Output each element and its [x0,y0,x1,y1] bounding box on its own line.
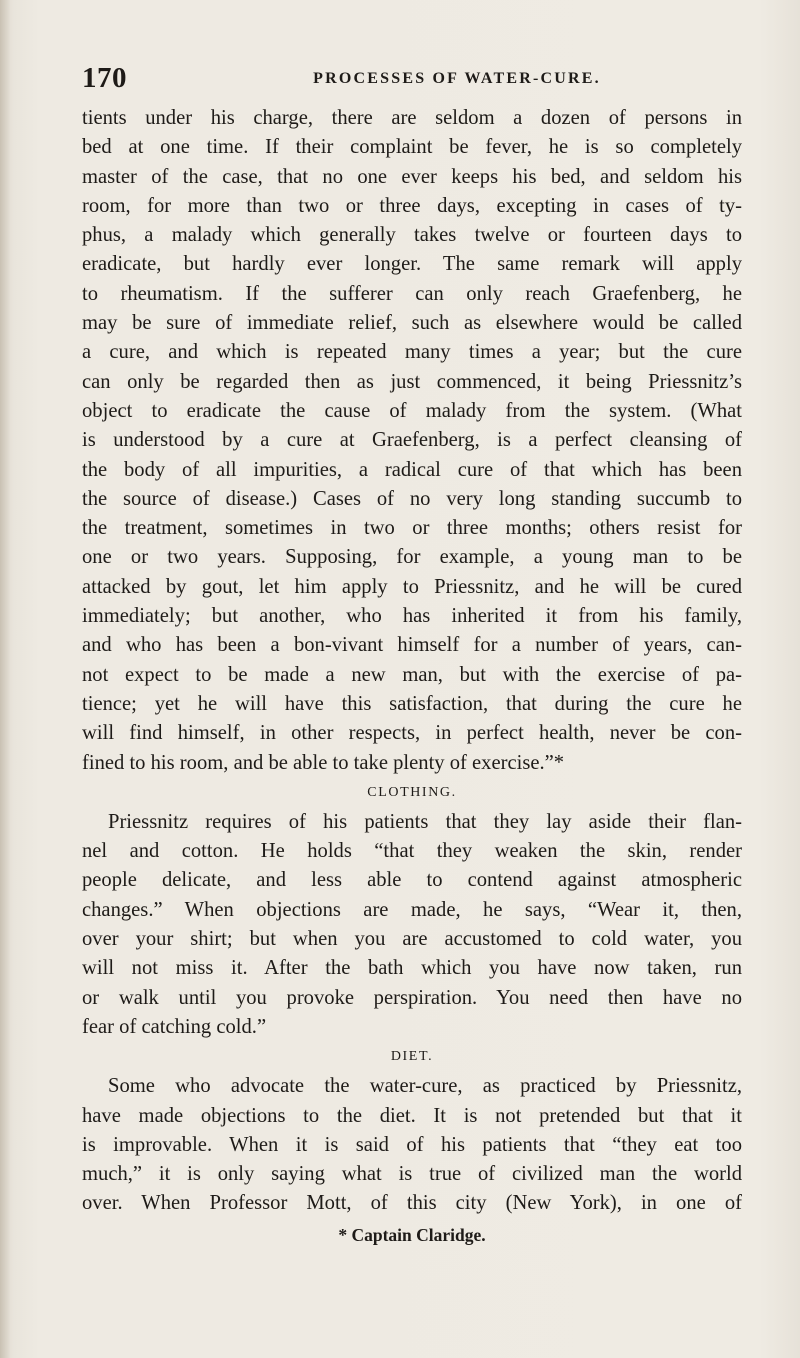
text-line: object to eradicate the cause of malady from the system. (What [82,399,742,422]
text-line: is improvable. When it is said of his patients that “they eat too [82,1133,742,1156]
text-line: will not miss it. After the bath which you have now taken, run [82,957,742,980]
text-line: attacked by gout, let him apply to Priessnitz, and he will be cured [82,575,742,598]
text-line: Priessnitz requires of his patients that they lay aside their flan- [108,810,742,833]
page-number: 170 [82,62,127,94]
text-line: over. When Professor Mott, of this city (New York), in one of [82,1192,742,1215]
section-diet [82,1048,742,1218]
section-heading-diet: DIET. [390,1049,434,1065]
text-line: and who has been a bon-vivant himself for a number of years, can- [82,634,742,657]
text-line: will find himself, in other respects, in perfect health, never be con- [82,722,742,745]
section-clothing [82,784,742,1042]
text-line: master of the case, that no one ever keeps his bed, and seldom his [82,165,742,188]
text-line: nel and cotton. He holds “that they weaken the skin, render [82,840,742,863]
text-line: not expect to be made a new man, but with the exercise of pa- [82,663,742,686]
text-line: changes.” When objections are made, he says, “Wear it, then, [82,898,742,921]
text-line: fined to his room, and be able to take plenty of exercise.”* [82,751,565,774]
paragraph-intro [82,104,742,778]
footnote: * Captain Claridge. [338,1224,486,1245]
text-line: much,” it is only saying what is true of civilized man the world [82,1163,742,1186]
text-line: Some who advocate the water-cure, as practiced by Priessnitz, [108,1075,742,1098]
section-heading-clothing: CLOTHING. [367,784,457,800]
text-line: may be sure of immediate relief, such as elsewhere would be called [82,312,742,335]
text-line: tients under his charge, there are seldom a dozen of persons in [82,107,742,129]
text-line: eradicate, but hardly ever longer. The same remark will apply [82,253,742,276]
page-body [82,104,742,1247]
text-line: or walk until you provoke perspiration. You need then have no [82,986,742,1009]
text-line: to rheumatism. If the sufferer can only reach Graefenberg, he [82,282,742,305]
text-line: the treatment, sometimes in two or three months; others resist for [82,517,742,540]
text-line: bed at one time. If their complaint be fever, he is so completely [82,136,742,159]
text-line: can only be regarded then as just commenced, it being Priessnitz’s [82,370,742,393]
running-title: PROCESSES OF WATER-CURE. [313,70,601,87]
text-line: room, for more than two or three days, excepting in cases of ty- [82,194,742,217]
text-line: phus, a malady which generally takes twelve or fourteen days to [82,224,742,247]
text-line: over your shirt; but when you are accustomed to cold water, you [82,928,742,951]
text-line: tience; yet he will have this satisfaction, that during the cure he [82,692,742,715]
text-line: fear of catching cold.” [82,1015,267,1038]
text-line: the body of all impurities, a radical cure of that which has been [82,458,742,481]
text-line: a cure, and which is repeated many times a year; but the cure [82,341,742,364]
page-header [82,62,732,92]
text-line: one or two years. Supposing, for example, a young man to be [82,546,742,569]
text-line: the source of disease.) Cases of no very long standing succumb to [82,487,742,510]
text-line: immediately; but another, who has inherited it from his family, [82,605,742,628]
text-line: is understood by a cure at Graefenberg, is a perfect cleansing of [82,429,742,452]
text-line: have made objections to the diet. It is not pretended but that it [82,1104,742,1127]
text-line: people delicate, and less able to contend against atmospheric [82,869,742,892]
page-binding-shadow [0,0,10,1358]
